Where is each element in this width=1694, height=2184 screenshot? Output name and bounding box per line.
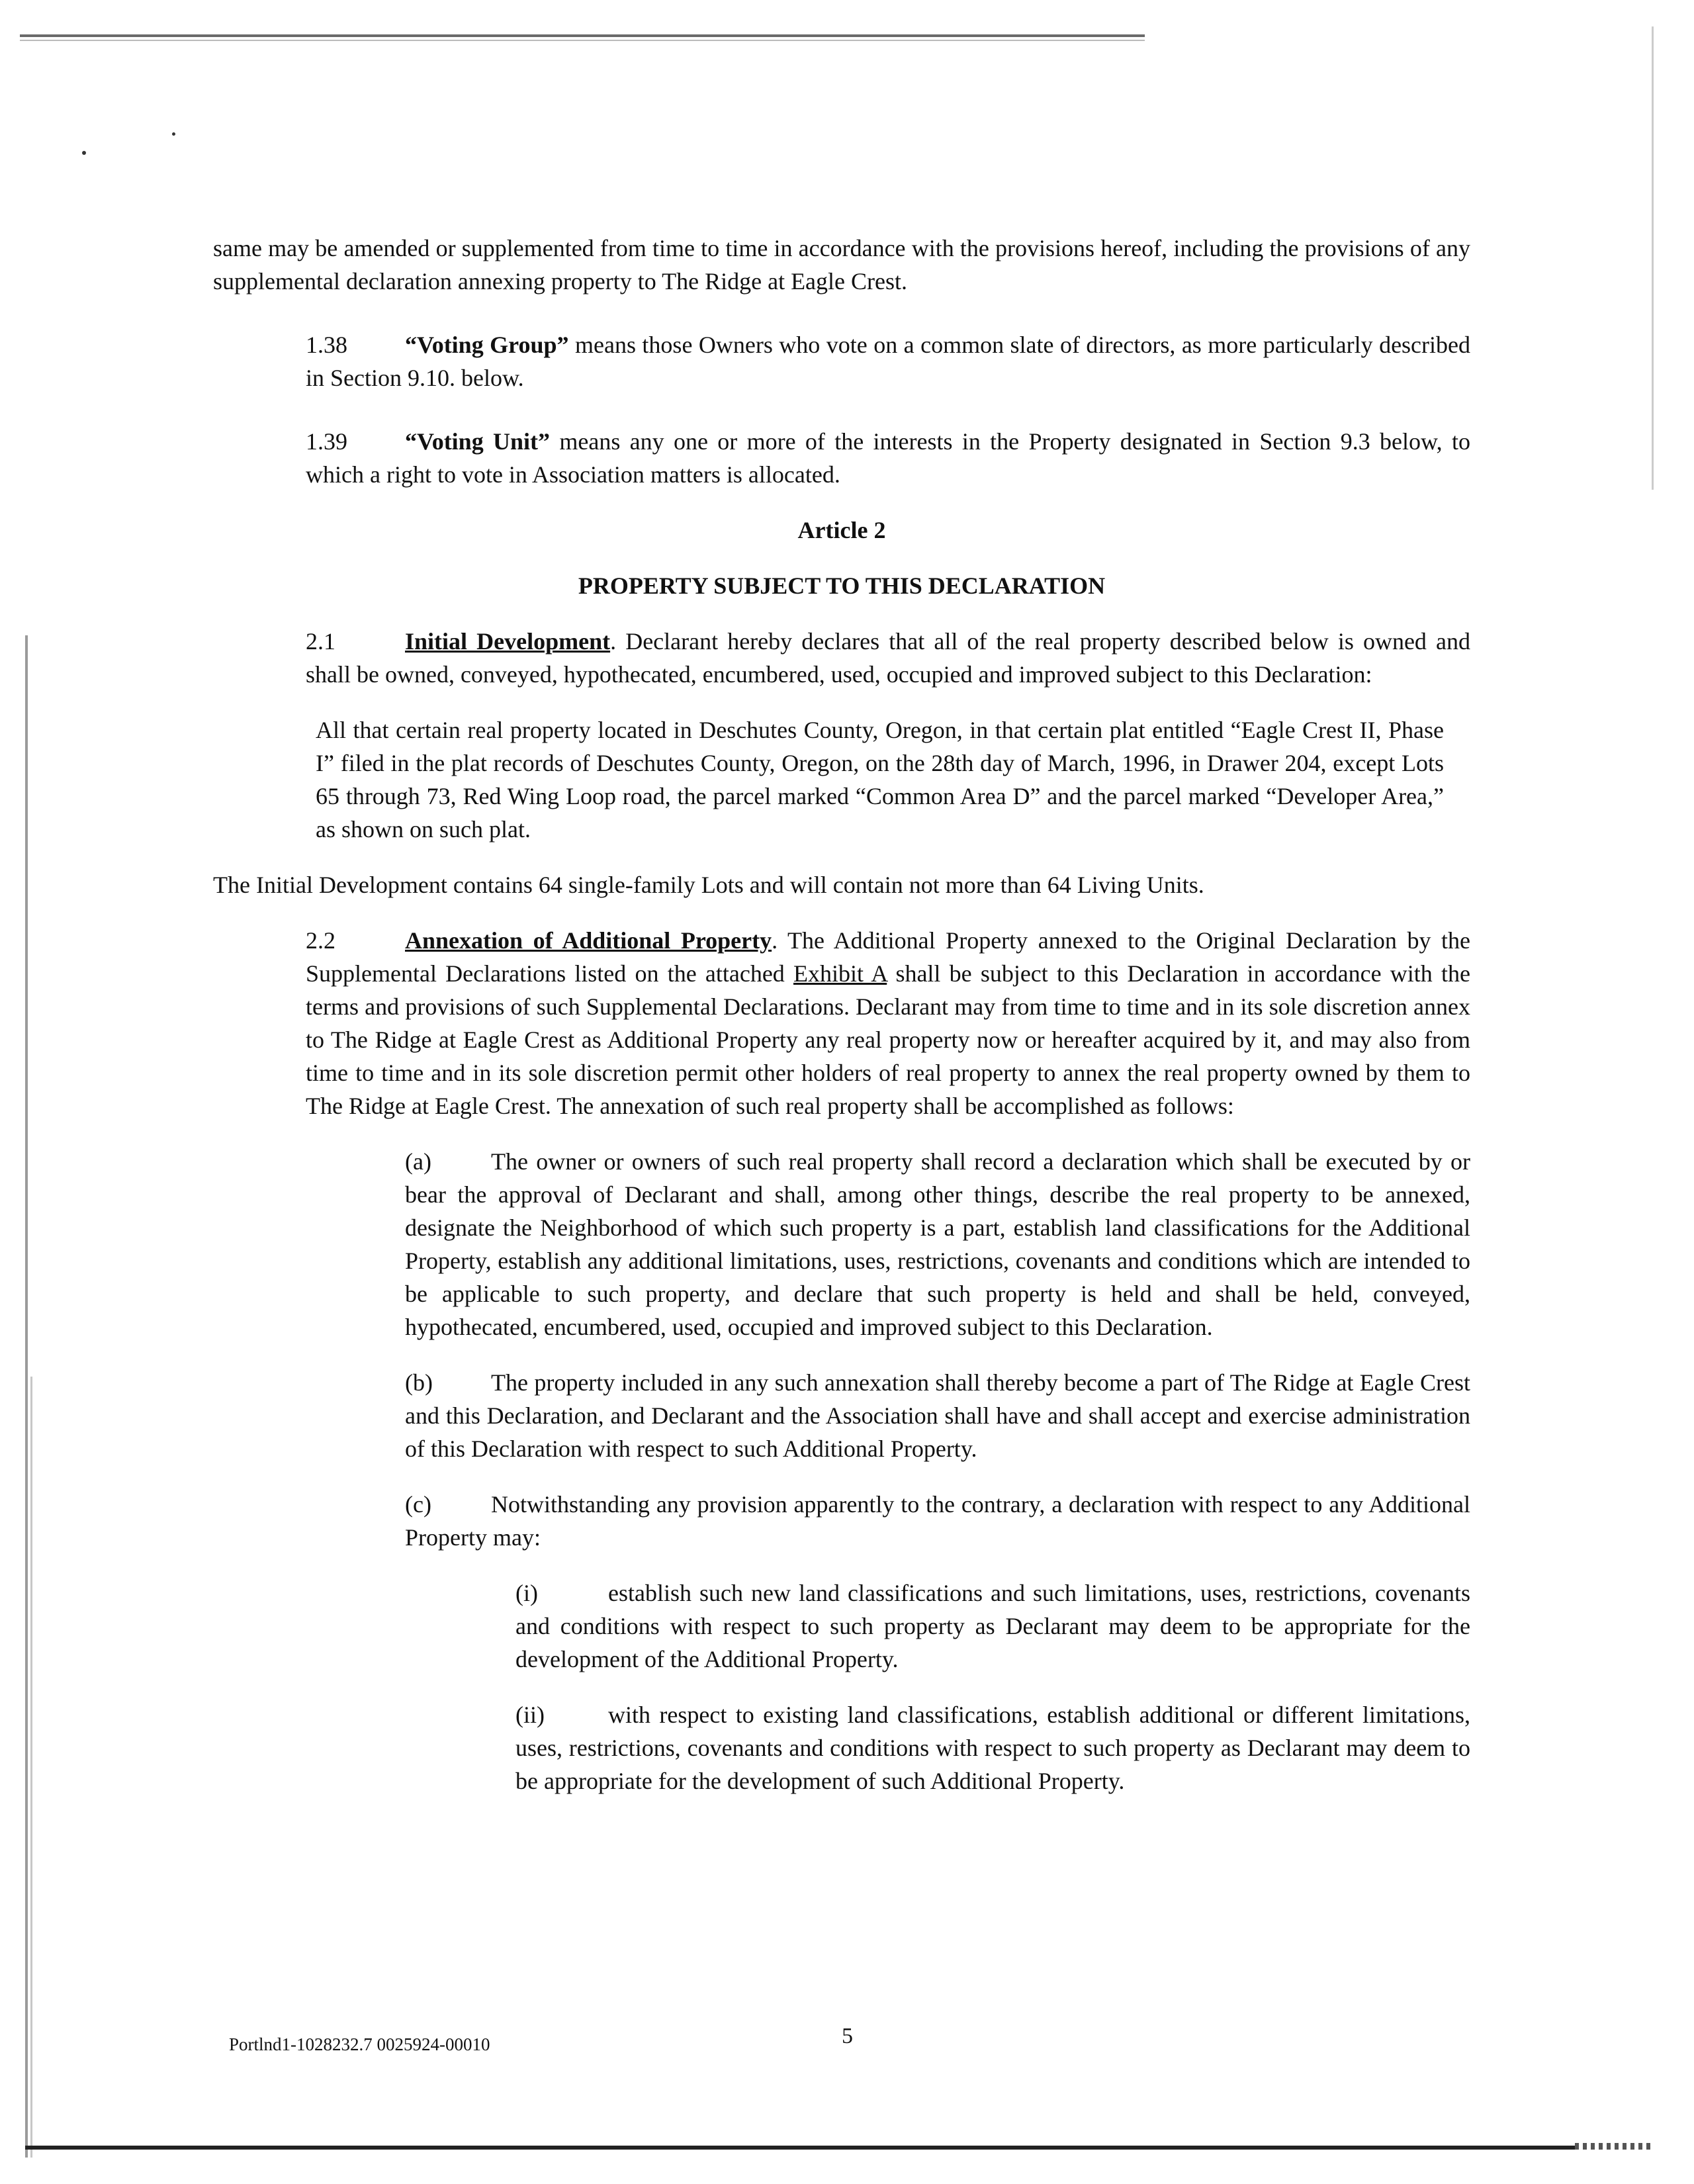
clause-label: (i) <box>515 1580 538 1606</box>
section-heading: Initial Development <box>405 628 611 655</box>
section-number: 2.2 <box>306 927 335 954</box>
section-text: Declarant hereby declares that all of the real property described below is owned and shall be owned, conveyed, hypothecated, encumbered, used, occupied and improved subject to this Declaration: <box>306 628 1471 688</box>
footer-document-id: Portlnd1-1028232.7 0025924-00010 <box>229 2034 490 2054</box>
subsection-label: (b) <box>405 1369 433 1396</box>
scan-edge-top <box>20 34 1145 37</box>
subsection-c <box>213 1488 1470 1554</box>
subsection-text: The owner or owners of such real property shall record a declaration which shall be executed by or bear the approval of Declarant and shall, among other things, describe the real property to be annexed, designate the Neighborhood of which such property is a part, establish land classifications for the Additional Property, establish any additional limitations, uses, restrictions, covenants and conditions which are intended to be applicable to such property, and declare that such property is held and shall be held, conveyed, hypothecated, encumbered, used, occupied and improved subject to this Declaration. <box>405 1148 1470 1340</box>
scan-edge-left <box>25 635 28 2158</box>
exhibit-reference: Exhibit A <box>793 960 887 987</box>
scan-edge-left-faint <box>30 1377 32 2158</box>
article-label: Article 2 <box>797 517 886 543</box>
section-number: 1.38 <box>306 332 347 358</box>
subsection-text: Notwithstanding any provision apparently to the contrary, a declaration with respect to any Additional Property may: <box>405 1491 1470 1551</box>
clause-text: establish such new land classifications and such limitations, uses, restrictions, covenants and conditions with respect to such property as Declarant may deem to be appropriate for the development of the Additional Property. <box>515 1580 1470 1672</box>
section-text: means those Owners who vote on a common slate of directors, as more particularly described in Section 9.10. below. <box>306 332 1471 391</box>
clause-ii <box>420 1698 1470 1797</box>
scan-edge-right <box>1652 26 1654 490</box>
defined-term: “Voting Group” <box>405 332 569 358</box>
initial-development-summary: The Initial Development contains 64 single-family Lots and will contain not more than 64 Living Units. <box>213 872 1204 898</box>
section-number: 1.39 <box>306 428 347 455</box>
subsection-a <box>213 1145 1470 1343</box>
clause-label: (ii) <box>515 1702 545 1728</box>
defined-term: “Voting Unit” <box>405 428 551 455</box>
section-heading: Annexation of Additional Property <box>405 927 772 954</box>
scan-edge-top-faint <box>20 40 1145 41</box>
document-body <box>213 232 1470 1797</box>
legal-description-quote: All that certain real property located in Deschutes County, Oregon, in that certain plat entitled “Eagle Crest II, Phase I” filed in the plat records of Deschutes County, Oregon, on the 28th day of March, 1996, in Drawer 204, except Lots 65 through 73, Red Wing Loop road, the parcel marked “Common Area D” and the parcel marked “Developer Area,” as shown on such plat. <box>316 717 1444 842</box>
clause-i <box>420 1576 1470 1676</box>
carryover-paragraph: same may be amended or supplemented from time to time in accordance with the provisions hereof, including the provisions of any supplemental declaration annexing property to The Ridge at Eagle Crest. <box>213 235 1470 295</box>
heading-punct: . <box>772 927 778 954</box>
subsection-label: (a) <box>405 1148 431 1175</box>
scan-noise-bottom <box>1575 2143 1654 2150</box>
section-text: means any one or more of the interests in the Property designated in Section 9.3 below, to which a right to vote in Association matters is allocated. <box>306 428 1470 488</box>
section-text: The Additional Property annexed to the Original Declaration by the Supplemental Declarations listed on the attached <box>306 927 1471 987</box>
scan-edge-bottom <box>25 2146 1627 2150</box>
scan-speck <box>172 132 175 136</box>
subsection-label: (c) <box>405 1491 431 1518</box>
subsection-text: The property included in any such annexation shall thereby become a part of The Ridge at Eagle Crest and this Declaration, and Declarant and the Association shall have and shall accept and exercise administration of this Declaration with respect to such Additional Property. <box>405 1369 1470 1462</box>
section-text: shall be subject to this Declaration in accordance with the terms and provisions of such Supplemental Declarations. Declarant may from time to time and in its sole discretion annex to The Ridge at Eagle Crest as Additional Property any real property now or hereafter acquired by it, and may also from time to time and in its sole discretion permit other holders of real property to annex the real property owned by them to The Ridge at Eagle Crest. The annexation of such real property shall be accomplished as follows: <box>306 960 1470 1119</box>
section-number: 2.1 <box>306 628 335 655</box>
section-2-1 <box>213 625 1470 691</box>
heading-punct: . <box>610 628 617 655</box>
scan-speck <box>82 151 86 155</box>
subsection-b <box>213 1366 1470 1465</box>
clause-text: with respect to existing land classifications, establish additional or different limitations, uses, restrictions, covenants and conditions with respect to such property as Declarant may deem to be appropriate for the development of such Additional Property. <box>515 1702 1470 1794</box>
section-1-39 <box>213 425 1470 491</box>
article-title: PROPERTY SUBJECT TO THIS DECLARATION <box>578 572 1106 599</box>
page-number: 5 <box>842 2024 853 2048</box>
section-1-38 <box>213 328 1470 394</box>
section-2-2 <box>213 924 1470 1122</box>
